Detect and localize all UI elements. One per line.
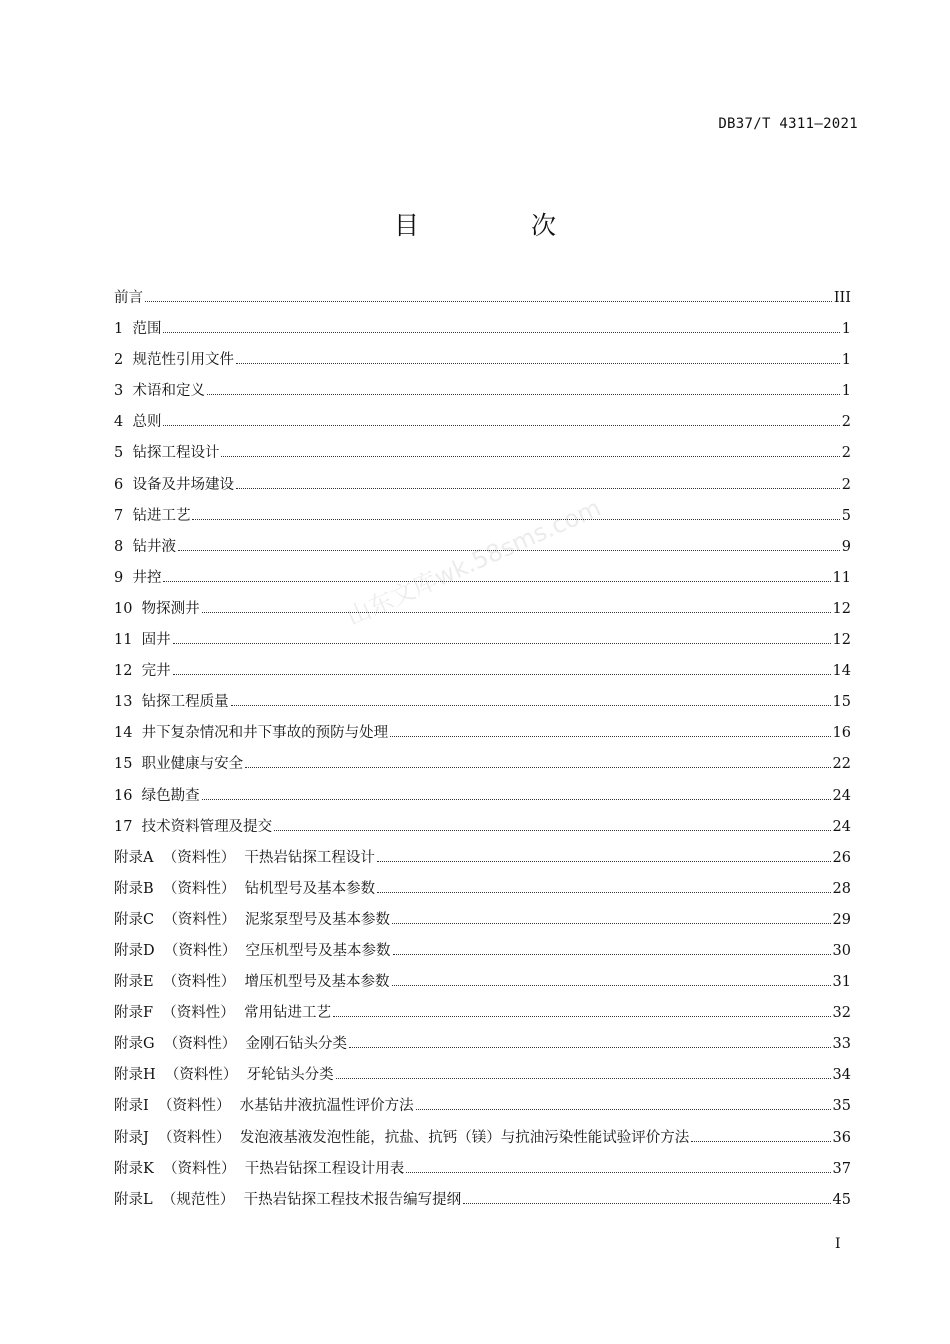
dot-leader xyxy=(202,611,831,613)
toc-entry-label: 前言 xyxy=(114,290,143,306)
dot-leader xyxy=(236,487,840,489)
toc-entry[interactable] xyxy=(114,1157,851,1188)
toc-entry[interactable] xyxy=(114,317,851,348)
toc-entry-label: 4 总则 xyxy=(114,414,162,431)
dot-leader xyxy=(377,860,831,862)
toc-entry-label: 附录B （资料性） 钻机型号及基本参数 xyxy=(114,880,376,897)
toc-entry[interactable] xyxy=(114,473,851,504)
toc-entry[interactable] xyxy=(114,1032,851,1063)
standard-code: DB37/T 4311—2021 xyxy=(718,116,858,132)
toc-entry-page: 1 xyxy=(841,321,851,338)
toc-entry[interactable] xyxy=(114,939,851,970)
toc-entry-page: 28 xyxy=(832,880,851,897)
toc-entry-page: 45 xyxy=(832,1191,851,1208)
toc-entry-page: 31 xyxy=(832,974,851,991)
toc-entry[interactable] xyxy=(114,877,851,908)
dot-leader xyxy=(236,362,840,364)
toc-entry-page: 1 xyxy=(841,383,851,400)
dot-leader xyxy=(173,673,831,675)
toc-entry[interactable] xyxy=(114,846,851,877)
toc-entry-label: 附录D （资料性） 空压机型号及基本参数 xyxy=(114,942,391,959)
page-number: I xyxy=(835,1236,841,1252)
toc-entry-page: 22 xyxy=(832,756,851,773)
toc-entry-page: 12 xyxy=(832,600,851,617)
toc-entry-page: 24 xyxy=(832,818,851,835)
dot-leader xyxy=(145,300,832,302)
toc-entry-label: 附录F （资料性） 常用钻进工艺 xyxy=(114,1005,331,1022)
toc-entry[interactable] xyxy=(114,659,851,690)
toc-entry-label: 15 职业健康与安全 xyxy=(114,756,244,773)
toc-entry[interactable] xyxy=(114,1001,851,1032)
toc-entry-page: 2 xyxy=(841,445,851,462)
dot-leader xyxy=(406,1171,830,1173)
toc-entry-label: 11 固井 xyxy=(114,632,171,649)
dot-leader xyxy=(274,829,830,831)
toc-entry[interactable] xyxy=(114,908,851,939)
dot-leader xyxy=(178,549,840,551)
toc-entry-page: 29 xyxy=(832,911,851,928)
dot-leader xyxy=(163,580,830,582)
dot-leader xyxy=(691,1140,830,1142)
toc-entry-page: 2 xyxy=(841,414,851,431)
toc-entry-label: 14 井下复杂情况和井下事故的预防与处理 xyxy=(114,725,389,742)
dot-leader xyxy=(392,984,831,986)
dot-leader xyxy=(377,891,830,893)
toc-entry-label: 16 绿色勘查 xyxy=(114,787,200,804)
toc-entry-label: 13 钻探工程质量 xyxy=(114,694,229,711)
toc-entry-label: 6 设备及井场建设 xyxy=(114,476,234,493)
toc-entry-label: 附录A （资料性） 干热岩钻探工程设计 xyxy=(114,849,375,866)
dot-leader xyxy=(163,424,839,426)
toc-entry[interactable] xyxy=(114,410,851,441)
toc-entry-label: 5 钻探工程设计 xyxy=(114,445,220,462)
toc-entry-label: 8 钻井液 xyxy=(114,538,176,555)
toc-entry[interactable] xyxy=(114,628,851,659)
toc-entry-page: 11 xyxy=(832,569,851,586)
dot-leader xyxy=(349,1046,831,1048)
toc-entry-page: 32 xyxy=(832,1005,851,1022)
dot-leader xyxy=(163,331,839,333)
toc-entry-page: 9 xyxy=(841,538,851,555)
toc-entry-page: III xyxy=(833,290,851,306)
toc-entry-label: 附录E （资料性） 增压机型号及基本参数 xyxy=(114,974,390,991)
toc-entry-label: 12 完井 xyxy=(114,663,171,680)
toc-entry[interactable] xyxy=(114,286,851,317)
toc-entry[interactable] xyxy=(114,379,851,410)
toc-entry-label: 附录J （资料性） 发泡液基液发泡性能，抗盐、抗钙（镁）与抗油污染性能试验评价方法 xyxy=(114,1129,690,1146)
dot-leader xyxy=(393,953,831,955)
toc-entry-label: 附录C （资料性） 泥浆泵型号及基本参数 xyxy=(114,911,391,928)
toc-entry-label: 附录I （资料性） 水基钻井液抗温性评价方法 xyxy=(114,1098,414,1115)
toc-entry[interactable] xyxy=(114,348,851,379)
toc-entry[interactable] xyxy=(114,597,851,628)
toc-entry[interactable] xyxy=(114,1063,851,1094)
dot-leader xyxy=(390,735,830,737)
toc-entry-page: 24 xyxy=(832,787,851,804)
page-title: 目 次 xyxy=(394,211,608,240)
toc-entry[interactable] xyxy=(114,752,851,783)
toc-entry-page: 33 xyxy=(832,1036,851,1053)
toc-entry-page: 36 xyxy=(832,1129,851,1146)
toc-entry-page: 26 xyxy=(832,849,851,866)
toc-entry-label: 2 规范性引用文件 xyxy=(114,352,234,369)
toc-entry-label: 附录H （资料性） 牙轮钻头分类 xyxy=(114,1067,334,1084)
toc-entry-page: 16 xyxy=(832,725,851,742)
toc-entry-page: 12 xyxy=(832,632,851,649)
dot-leader xyxy=(392,922,831,924)
toc-entry[interactable] xyxy=(114,815,851,846)
toc-entry-page: 14 xyxy=(832,663,851,680)
toc-entry[interactable] xyxy=(114,970,851,1001)
dot-leader xyxy=(192,518,839,520)
toc-entry[interactable] xyxy=(114,784,851,815)
toc-entry-page: 5 xyxy=(841,507,851,524)
toc-entry-label: 附录G （资料性） 金刚石钻头分类 xyxy=(114,1036,348,1053)
toc-entry-page: 15 xyxy=(832,694,851,711)
toc-entry[interactable] xyxy=(114,1126,851,1157)
dot-leader xyxy=(245,766,830,768)
toc-entry[interactable] xyxy=(114,441,851,472)
toc-entry-page: 30 xyxy=(832,942,851,959)
toc-entry-page: 37 xyxy=(832,1160,851,1177)
toc-entry-label: 10 物探测井 xyxy=(114,600,200,617)
toc-entry[interactable] xyxy=(114,690,851,721)
toc-entry-label: 3 术语和定义 xyxy=(114,383,205,400)
dot-leader xyxy=(221,455,839,457)
toc-entry[interactable] xyxy=(114,504,851,535)
watermark-text: 山东文库wk.58sms.com xyxy=(342,493,606,632)
dot-leader xyxy=(231,704,831,706)
dot-leader xyxy=(416,1108,831,1110)
toc-entry-label: 附录L （规范性） 干热岩钻探工程技术报告编写提纲 xyxy=(114,1191,462,1208)
dot-leader xyxy=(463,1202,830,1204)
toc-entry[interactable] xyxy=(114,566,851,597)
toc-entry-label: 7 钻进工艺 xyxy=(114,507,191,524)
table-of-contents xyxy=(114,286,851,1219)
toc-entry[interactable] xyxy=(114,721,851,752)
dot-leader xyxy=(173,642,831,644)
toc-entry-label: 附录K （资料性） 干热岩钻探工程设计用表 xyxy=(114,1160,405,1177)
toc-entry-page: 35 xyxy=(832,1098,851,1115)
dot-leader xyxy=(202,798,831,800)
toc-entry-page: 2 xyxy=(841,476,851,493)
toc-entry[interactable] xyxy=(114,535,851,566)
toc-entry-page: 1 xyxy=(841,352,851,369)
dot-leader xyxy=(336,1077,831,1079)
toc-entry-label: 17 技术资料管理及提交 xyxy=(114,818,273,835)
toc-entry[interactable] xyxy=(114,1188,851,1219)
dot-leader xyxy=(207,393,840,395)
dot-leader xyxy=(333,1015,831,1017)
toc-entry[interactable] xyxy=(114,1094,851,1125)
toc-entry-page: 34 xyxy=(832,1067,851,1084)
toc-entry-label: 9 井控 xyxy=(114,569,162,586)
toc-entry-label: 1 范围 xyxy=(114,321,162,338)
